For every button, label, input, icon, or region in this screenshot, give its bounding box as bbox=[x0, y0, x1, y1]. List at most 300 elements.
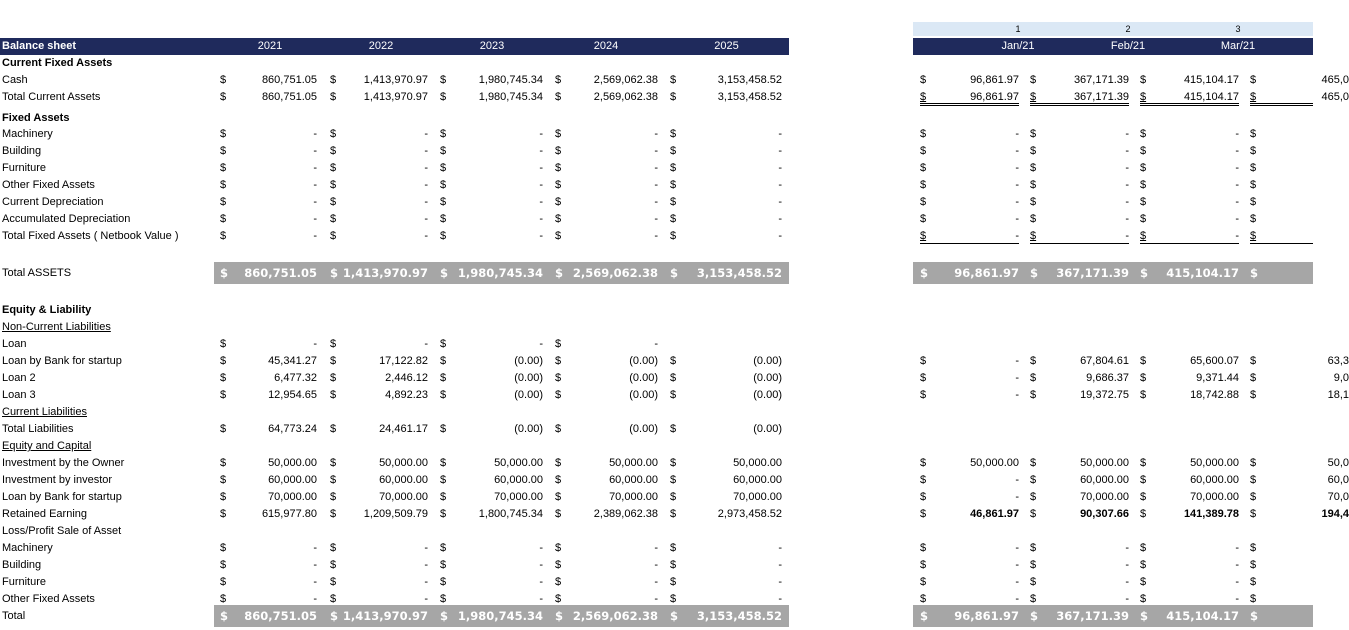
month-value-cell[interactable]: - bbox=[1015, 145, 1019, 157]
month-value-cell[interactable] bbox=[1249, 557, 1349, 574]
year-value-cell[interactable]: - bbox=[313, 128, 317, 140]
year-value-cell[interactable]: 24,461.17 bbox=[379, 423, 428, 435]
currency-symbol: $ bbox=[1030, 230, 1037, 242]
cell-border bbox=[1140, 228, 1239, 244]
year-value-cell[interactable]: - bbox=[313, 230, 317, 242]
currency-symbol: $ bbox=[440, 576, 447, 588]
month-value-cell[interactable]: - bbox=[1235, 559, 1239, 571]
year-value-cell[interactable]: - bbox=[654, 179, 658, 191]
month-value-cell[interactable]: - bbox=[1235, 593, 1239, 605]
year-value-cell[interactable]: - bbox=[313, 559, 317, 571]
month-value-cell[interactable]: - bbox=[1015, 474, 1019, 486]
cell-border bbox=[1250, 228, 1313, 244]
month-value-cell[interactable]: - bbox=[1015, 230, 1019, 242]
currency-symbol: $ bbox=[670, 609, 679, 623]
month-value-cell[interactable] bbox=[1249, 160, 1349, 177]
month-value-cell[interactable]: 60,0 bbox=[1327, 474, 1349, 486]
currency-symbol: $ bbox=[440, 423, 447, 435]
year-value-cell[interactable]: - bbox=[313, 145, 317, 157]
year-value-cell[interactable]: (0.00) bbox=[629, 372, 658, 384]
year-value-cell[interactable]: 17,122.82 bbox=[379, 355, 428, 367]
year-value-cell[interactable]: 2,446.12 bbox=[385, 372, 428, 384]
month-value-cell[interactable]: 415,104.17 bbox=[1183, 91, 1239, 103]
month-value-cell[interactable]: 70,000.00 bbox=[1190, 491, 1239, 503]
row-label: Total Current Assets bbox=[2, 91, 101, 103]
year-value-cell[interactable]: 60,000.00 bbox=[733, 474, 782, 486]
row-label: Total Liabilities bbox=[2, 423, 74, 435]
currency-symbol: $ bbox=[220, 389, 227, 401]
month-value-cell[interactable]: 96,861.97 bbox=[954, 266, 1019, 280]
year-value-cell[interactable]: - bbox=[778, 593, 782, 605]
month-value-cell[interactable]: 60,000.00 bbox=[1190, 474, 1239, 486]
row-label: Other Fixed Assets bbox=[2, 179, 95, 191]
month-value-cell[interactable]: 465,0 bbox=[1312, 609, 1349, 623]
year-value-cell[interactable]: - bbox=[539, 162, 543, 174]
year-value-cell[interactable]: - bbox=[539, 128, 543, 140]
year-value-cell[interactable]: - bbox=[539, 593, 543, 605]
year-value-cell[interactable]: - bbox=[654, 593, 658, 605]
year-value-cell[interactable] bbox=[682, 336, 782, 353]
month-value-cell[interactable]: 50,000.00 bbox=[970, 457, 1019, 469]
month-value-cell[interactable]: - bbox=[1015, 576, 1019, 588]
year-value-cell[interactable]: - bbox=[778, 559, 782, 571]
cell-border bbox=[1250, 89, 1313, 106]
month-value-cell[interactable]: - bbox=[1015, 162, 1019, 174]
month-value-cell[interactable]: - bbox=[1235, 576, 1239, 588]
currency-symbol: $ bbox=[220, 338, 227, 350]
currency-symbol: $ bbox=[555, 457, 562, 469]
row-current-liabilities bbox=[0, 404, 1313, 421]
year-value-cell[interactable]: (0.00) bbox=[753, 355, 782, 367]
year-value-cell[interactable]: - bbox=[313, 593, 317, 605]
year-value-cell[interactable]: - bbox=[424, 179, 428, 191]
currency-symbol: $ bbox=[1140, 593, 1147, 605]
year-value-cell[interactable]: (0.00) bbox=[514, 423, 543, 435]
year-value-cell[interactable]: 50,000.00 bbox=[494, 457, 543, 469]
month-value-cell[interactable]: 465,0 bbox=[1321, 91, 1349, 103]
month-value-cell[interactable]: - bbox=[1015, 213, 1019, 225]
row-label: Current Depreciation bbox=[2, 196, 104, 208]
month-value-cell[interactable]: - bbox=[1125, 593, 1129, 605]
month-value-cell[interactable]: 194,4 bbox=[1321, 508, 1349, 520]
year-value-cell[interactable]: 1,413,970.97 bbox=[342, 609, 428, 623]
year-value-cell[interactable]: - bbox=[539, 542, 543, 554]
year-value-cell[interactable]: - bbox=[654, 196, 658, 208]
month-value-cell[interactable]: - bbox=[1235, 213, 1239, 225]
year-value-cell[interactable]: - bbox=[539, 196, 543, 208]
year-value-cell[interactable]: 1,800,745.34 bbox=[478, 508, 543, 520]
year-value-cell[interactable]: - bbox=[424, 196, 428, 208]
currency-symbol: $ bbox=[1140, 230, 1147, 242]
currency-symbol: $ bbox=[440, 196, 447, 208]
row-label: Total Fixed Assets ( Netbook Value ) bbox=[2, 230, 179, 242]
month-value-cell[interactable]: - bbox=[1125, 162, 1129, 174]
year-header-2021[interactable]: 2021 bbox=[257, 40, 283, 52]
currency-symbol: $ bbox=[1140, 355, 1147, 367]
year-value-cell[interactable]: - bbox=[778, 542, 782, 554]
month-value-cell[interactable] bbox=[1249, 211, 1349, 228]
currency-symbol: $ bbox=[330, 338, 337, 350]
month-value-cell[interactable]: - bbox=[1125, 128, 1129, 140]
year-value-cell[interactable]: - bbox=[539, 145, 543, 157]
year-value-cell[interactable]: 45,341.27 bbox=[268, 355, 317, 367]
year-value-cell[interactable]: - bbox=[654, 230, 658, 242]
currency-symbol: $ bbox=[555, 593, 562, 605]
year-value-cell[interactable]: 70,000.00 bbox=[379, 491, 428, 503]
currency-symbol: $ bbox=[330, 128, 337, 140]
month-value-cell[interactable]: - bbox=[1015, 128, 1019, 140]
year-value-cell[interactable]: - bbox=[539, 338, 543, 350]
year-value-cell[interactable]: - bbox=[424, 338, 428, 350]
year-value-cell[interactable]: - bbox=[778, 128, 782, 140]
year-value-cell[interactable]: - bbox=[539, 213, 543, 225]
month-value-cell[interactable]: - bbox=[1015, 389, 1019, 401]
row-equity-liability bbox=[0, 302, 1313, 319]
month-value-cell[interactable]: 465,0 bbox=[1312, 266, 1349, 280]
year-value-cell[interactable]: (0.00) bbox=[514, 389, 543, 401]
year-header-2023[interactable]: 2023 bbox=[479, 40, 505, 52]
year-value-cell[interactable]: 4,892.23 bbox=[385, 389, 428, 401]
currency-symbol: $ bbox=[670, 91, 677, 103]
month-value-cell[interactable]: 96,861.97 bbox=[954, 609, 1019, 623]
year-value-cell[interactable]: - bbox=[424, 128, 428, 140]
month-value-cell[interactable]: - bbox=[1125, 196, 1129, 208]
year-value-cell[interactable]: 2,569,062.38 bbox=[572, 609, 658, 623]
month-value-cell[interactable] bbox=[1249, 194, 1349, 211]
currency-symbol: $ bbox=[920, 230, 927, 242]
year-value-cell[interactable]: 1,980,745.34 bbox=[478, 91, 543, 103]
currency-symbol: $ bbox=[1030, 74, 1037, 86]
currency-symbol: $ bbox=[330, 179, 337, 191]
year-value-cell[interactable]: - bbox=[654, 576, 658, 588]
currency-symbol: $ bbox=[1140, 389, 1147, 401]
year-value-cell[interactable]: (0.00) bbox=[629, 423, 658, 435]
month-value-cell[interactable]: - bbox=[1235, 162, 1239, 174]
year-value-cell[interactable]: 615,977.80 bbox=[261, 508, 317, 520]
currency-symbol: $ bbox=[220, 213, 227, 225]
month-value-cell[interactable]: - bbox=[1125, 213, 1129, 225]
month-value-cell[interactable]: 415,104.17 bbox=[1183, 74, 1239, 86]
year-value-cell[interactable]: - bbox=[424, 213, 428, 225]
year-value-cell[interactable]: - bbox=[778, 162, 782, 174]
year-value-cell[interactable]: - bbox=[778, 576, 782, 588]
currency-symbol: $ bbox=[220, 355, 227, 367]
year-value-cell[interactable]: 1,209,509.79 bbox=[363, 508, 428, 520]
currency-symbol: $ bbox=[920, 128, 927, 140]
currency-symbol: $ bbox=[920, 389, 927, 401]
month-value-cell[interactable] bbox=[1249, 574, 1349, 591]
year-value-cell[interactable]: (0.00) bbox=[753, 372, 782, 384]
year-value-cell[interactable]: - bbox=[654, 559, 658, 571]
year-value-cell[interactable]: 860,751.05 bbox=[261, 91, 317, 103]
month-value-cell[interactable] bbox=[1249, 143, 1349, 160]
currency-symbol: $ bbox=[1030, 474, 1037, 486]
year-value-cell[interactable]: - bbox=[654, 145, 658, 157]
month-value-cell[interactable] bbox=[1249, 540, 1349, 557]
year-value-cell[interactable]: 60,000.00 bbox=[268, 474, 317, 486]
year-value-cell[interactable]: - bbox=[313, 213, 317, 225]
month-value-cell[interactable]: - bbox=[1015, 491, 1019, 503]
year-value-cell[interactable]: 2,569,062.38 bbox=[572, 266, 658, 280]
currency-symbol: $ bbox=[1030, 179, 1037, 191]
year-value-cell[interactable]: - bbox=[424, 542, 428, 554]
year-value-cell[interactable]: - bbox=[778, 145, 782, 157]
row-label: Total ASSETS bbox=[2, 267, 72, 279]
month-value-cell[interactable]: 90,307.66 bbox=[1080, 508, 1129, 520]
row-label: Building bbox=[2, 145, 42, 157]
year-value-cell[interactable]: 70,000.00 bbox=[609, 491, 658, 503]
year-value-cell[interactable]: 2,569,062.38 bbox=[593, 91, 658, 103]
year-header-2025[interactable]: 2025 bbox=[714, 40, 739, 52]
month-value-cell[interactable]: - bbox=[1125, 179, 1129, 191]
month-header-jan[interactable]: Jan/21 bbox=[1001, 40, 1035, 52]
year-value-cell[interactable]: 860,751.05 bbox=[244, 266, 317, 280]
month-value-cell[interactable]: 96,861.97 bbox=[970, 74, 1019, 86]
year-value-cell[interactable]: 1,413,970.97 bbox=[363, 91, 428, 103]
currency-symbol: $ bbox=[1250, 609, 1259, 623]
year-value-cell[interactable]: 3,153,458.52 bbox=[717, 91, 782, 103]
currency-symbol: $ bbox=[1250, 128, 1257, 140]
year-value-cell[interactable]: 50,000.00 bbox=[379, 457, 428, 469]
year-value-cell[interactable]: - bbox=[424, 559, 428, 571]
month-value-cell[interactable]: 415,104.17 bbox=[1166, 609, 1239, 623]
currency-symbol: $ bbox=[670, 389, 677, 401]
year-value-cell[interactable]: - bbox=[313, 196, 317, 208]
month-header-mar[interactable]: Mar/21 bbox=[1220, 40, 1256, 52]
year-value-cell[interactable]: - bbox=[424, 230, 428, 242]
year-value-cell[interactable]: 1,413,970.97 bbox=[342, 266, 428, 280]
column-index-1: 1 bbox=[1015, 24, 1021, 34]
year-value-cell[interactable]: - bbox=[424, 162, 428, 174]
month-value-cell[interactable]: - bbox=[1235, 145, 1239, 157]
cell-border bbox=[1140, 89, 1239, 106]
year-value-cell[interactable]: - bbox=[539, 559, 543, 571]
year-value-cell[interactable]: (0.00) bbox=[753, 423, 782, 435]
year-value-cell[interactable]: 3,153,458.52 bbox=[696, 609, 782, 623]
currency-symbol: $ bbox=[920, 559, 927, 571]
currency-symbol: $ bbox=[440, 372, 447, 384]
currency-symbol: $ bbox=[555, 266, 564, 280]
currency-symbol: $ bbox=[330, 372, 337, 384]
month-value-cell[interactable]: 50,000.00 bbox=[1080, 457, 1129, 469]
month-value-cell[interactable]: - bbox=[1235, 230, 1239, 242]
row-label: Loan bbox=[2, 338, 27, 350]
month-value-cell[interactable]: 9,686.37 bbox=[1086, 372, 1129, 384]
currency-symbol: $ bbox=[440, 457, 447, 469]
year-value-cell[interactable]: 60,000.00 bbox=[494, 474, 543, 486]
year-value-cell[interactable]: - bbox=[313, 576, 317, 588]
year-value-cell[interactable]: 60,000.00 bbox=[609, 474, 658, 486]
year-value-cell[interactable]: 860,751.05 bbox=[244, 609, 317, 623]
month-value-cell[interactable]: - bbox=[1015, 542, 1019, 554]
month-value-cell[interactable]: - bbox=[1125, 542, 1129, 554]
currency-symbol: $ bbox=[1030, 542, 1037, 554]
currency-symbol: $ bbox=[1140, 491, 1147, 503]
year-value-cell[interactable]: - bbox=[424, 145, 428, 157]
year-value-cell[interactable]: - bbox=[539, 576, 543, 588]
year-value-cell[interactable]: - bbox=[778, 196, 782, 208]
currency-symbol: $ bbox=[330, 230, 337, 242]
sheet-title: Balance sheet bbox=[2, 40, 76, 52]
year-value-cell[interactable]: (0.00) bbox=[753, 389, 782, 401]
currency-symbol: $ bbox=[330, 196, 337, 208]
year-value-cell[interactable]: 2,569,062.38 bbox=[593, 74, 658, 86]
year-value-cell[interactable]: 70,000.00 bbox=[733, 491, 782, 503]
year-value-cell[interactable]: - bbox=[539, 179, 543, 191]
currency-symbol: $ bbox=[220, 542, 227, 554]
row-total-current-assets bbox=[0, 89, 1349, 106]
month-value-cell[interactable] bbox=[1249, 177, 1349, 194]
month-value-cell[interactable]: - bbox=[1015, 196, 1019, 208]
year-value-cell[interactable]: 50,000.00 bbox=[268, 457, 317, 469]
year-value-cell[interactable]: - bbox=[654, 213, 658, 225]
currency-symbol: $ bbox=[920, 508, 927, 520]
month-value-cell[interactable]: 65,600.07 bbox=[1190, 355, 1239, 367]
row-loan-by-bank-for-startup bbox=[0, 489, 1349, 506]
month-value-cell[interactable] bbox=[1249, 126, 1349, 143]
year-value-cell[interactable]: - bbox=[654, 162, 658, 174]
year-value-cell[interactable]: 6,477.32 bbox=[274, 372, 317, 384]
year-value-cell[interactable]: - bbox=[778, 213, 782, 225]
currency-symbol: $ bbox=[330, 457, 337, 469]
month-value-cell[interactable]: 50,0 bbox=[1327, 457, 1349, 469]
year-value-cell[interactable]: - bbox=[778, 179, 782, 191]
row-current-fixed-assets bbox=[0, 55, 1313, 72]
year-value-cell[interactable]: 50,000.00 bbox=[733, 457, 782, 469]
year-value-cell[interactable]: - bbox=[313, 162, 317, 174]
month-value-cell[interactable]: 9,371.44 bbox=[1196, 372, 1239, 384]
year-value-cell[interactable]: - bbox=[654, 128, 658, 140]
month-value-cell[interactable]: - bbox=[1235, 179, 1239, 191]
year-value-cell[interactable]: (0.00) bbox=[629, 389, 658, 401]
year-value-cell[interactable]: - bbox=[424, 593, 428, 605]
year-value-cell[interactable]: 50,000.00 bbox=[609, 457, 658, 469]
month-value-cell[interactable]: 63,3 bbox=[1327, 355, 1349, 367]
month-value-cell[interactable]: - bbox=[1125, 145, 1129, 157]
year-value-cell[interactable]: - bbox=[313, 338, 317, 350]
month-value-cell[interactable]: - bbox=[1015, 559, 1019, 571]
currency-symbol: $ bbox=[670, 162, 677, 174]
month-value-cell[interactable]: 367,171.39 bbox=[1056, 609, 1129, 623]
currency-symbol: $ bbox=[330, 91, 337, 103]
month-value-cell[interactable]: 141,389.78 bbox=[1183, 508, 1239, 520]
year-value-cell[interactable]: 860,751.05 bbox=[261, 74, 317, 86]
year-value-cell[interactable]: (0.00) bbox=[514, 372, 543, 384]
month-header-feb[interactable]: Feb/21 bbox=[1110, 40, 1146, 52]
currency-symbol: $ bbox=[1030, 266, 1039, 280]
year-value-cell[interactable]: - bbox=[539, 230, 543, 242]
year-header-2024[interactable]: 2024 bbox=[593, 40, 619, 52]
year-value-cell[interactable]: - bbox=[778, 230, 782, 242]
currency-symbol: $ bbox=[1140, 508, 1147, 520]
year-value-cell[interactable]: 60,000.00 bbox=[379, 474, 428, 486]
month-value-cell[interactable]: - bbox=[1235, 542, 1239, 554]
month-value-cell[interactable]: - bbox=[1125, 230, 1129, 242]
month-value-cell[interactable]: 67,804.61 bbox=[1080, 355, 1129, 367]
year-value-cell[interactable]: 1,980,745.34 bbox=[478, 74, 543, 86]
month-value-cell[interactable]: - bbox=[1015, 179, 1019, 191]
year-value-cell[interactable]: - bbox=[654, 542, 658, 554]
year-value-cell[interactable]: 3,153,458.52 bbox=[696, 266, 782, 280]
currency-symbol: $ bbox=[1030, 196, 1037, 208]
currency-symbol: $ bbox=[1250, 91, 1257, 103]
currency-symbol: $ bbox=[670, 491, 677, 503]
column-index-2: 2 bbox=[1125, 24, 1131, 34]
month-value-cell[interactable]: 367,171.39 bbox=[1073, 74, 1129, 86]
year-value-cell[interactable]: 70,000.00 bbox=[268, 491, 317, 503]
year-value-cell[interactable]: 1,980,745.34 bbox=[457, 266, 543, 280]
year-value-cell[interactable]: 64,773.24 bbox=[268, 423, 317, 435]
month-value-cell[interactable]: - bbox=[1235, 196, 1239, 208]
currency-symbol: $ bbox=[1140, 213, 1147, 225]
month-value-cell[interactable]: 465,0 bbox=[1321, 74, 1349, 86]
currency-symbol: $ bbox=[1140, 266, 1149, 280]
month-value-cell[interactable]: 367,171.39 bbox=[1056, 266, 1129, 280]
month-value-cell[interactable]: 96,861.97 bbox=[970, 91, 1019, 103]
month-value-cell[interactable]: 18,742.88 bbox=[1190, 389, 1239, 401]
year-value-cell[interactable]: - bbox=[313, 179, 317, 191]
month-value-cell[interactable]: 367,171.39 bbox=[1073, 91, 1129, 103]
currency-symbol: $ bbox=[330, 389, 337, 401]
month-value-cell[interactable]: 70,000.00 bbox=[1080, 491, 1129, 503]
row-equity-and-capital bbox=[0, 438, 1313, 455]
currency-symbol: $ bbox=[670, 542, 677, 554]
year-value-cell[interactable]: (0.00) bbox=[514, 355, 543, 367]
row-label: Equity and Capital bbox=[2, 440, 92, 452]
year-value-cell[interactable]: 3,153,458.52 bbox=[717, 74, 782, 86]
currency-symbol: $ bbox=[220, 423, 227, 435]
year-value-cell[interactable]: - bbox=[654, 338, 658, 350]
currency-symbol: $ bbox=[1030, 355, 1037, 367]
year-value-cell[interactable]: - bbox=[313, 542, 317, 554]
month-value-cell[interactable]: 9,0 bbox=[1333, 372, 1349, 384]
row-label: Loan 3 bbox=[2, 389, 36, 401]
month-value-cell[interactable]: 60,000.00 bbox=[1080, 474, 1129, 486]
year-header-2022[interactable]: 2022 bbox=[368, 40, 394, 52]
row-loss-profit-sale-of-asset bbox=[0, 523, 1313, 540]
year-value-cell[interactable]: 12,954.65 bbox=[268, 389, 317, 401]
year-value-cell[interactable]: 1,413,970.97 bbox=[363, 74, 428, 86]
month-value-cell[interactable]: - bbox=[1125, 559, 1129, 571]
year-value-cell[interactable]: - bbox=[424, 576, 428, 588]
year-value-cell[interactable]: 1,980,745.34 bbox=[457, 609, 543, 623]
month-value-cell[interactable]: 70,0 bbox=[1327, 491, 1349, 503]
month-value-cell[interactable]: 46,861.97 bbox=[970, 508, 1019, 520]
month-value-cell[interactable]: - bbox=[1015, 372, 1019, 384]
year-value-cell[interactable]: 2,389,062.38 bbox=[593, 508, 658, 520]
month-value-cell[interactable]: 19,372.75 bbox=[1080, 389, 1129, 401]
year-value-cell[interactable]: 70,000.00 bbox=[494, 491, 543, 503]
month-value-cell[interactable]: 50,000.00 bbox=[1190, 457, 1239, 469]
year-value-cell[interactable]: 2,973,458.52 bbox=[717, 508, 782, 520]
month-value-cell[interactable]: - bbox=[1125, 576, 1129, 588]
currency-symbol: $ bbox=[670, 266, 679, 280]
currency-symbol: $ bbox=[1140, 576, 1147, 588]
currency-symbol: $ bbox=[555, 491, 562, 503]
currency-symbol: $ bbox=[1140, 457, 1147, 469]
month-value-cell[interactable]: - bbox=[1235, 128, 1239, 140]
month-value-cell[interactable]: 18,1 bbox=[1327, 389, 1349, 401]
currency-symbol: $ bbox=[1250, 145, 1257, 157]
currency-symbol: $ bbox=[920, 213, 927, 225]
month-value-cell[interactable]: - bbox=[1015, 355, 1019, 367]
row-furniture bbox=[0, 574, 1313, 591]
month-value-cell[interactable]: 415,104.17 bbox=[1166, 266, 1239, 280]
month-value-cell[interactable]: - bbox=[1015, 593, 1019, 605]
row-label: Fixed Assets bbox=[2, 112, 70, 124]
year-value-cell[interactable]: (0.00) bbox=[629, 355, 658, 367]
cell-border bbox=[920, 228, 1019, 244]
